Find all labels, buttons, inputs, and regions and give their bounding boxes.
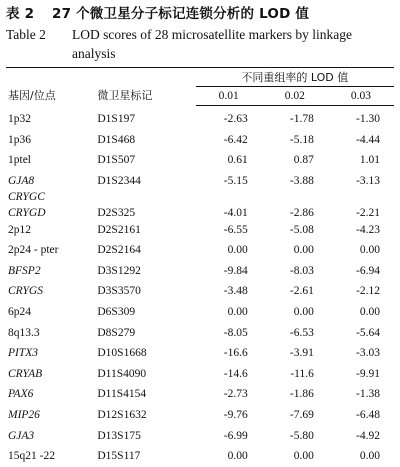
- cell-marker: D3S3570: [97, 285, 141, 298]
- gene-locus-text: PITX3: [8, 347, 39, 360]
- cell-lod-3: 0.00: [359, 306, 380, 319]
- cell-gene-locus: [6, 240, 83, 261]
- cell-marker: D11S4090: [97, 367, 147, 380]
- table-row: [6, 343, 394, 364]
- header-marker: 微卫星标记: [83, 68, 195, 106]
- cell-lod-1: 0.61: [227, 154, 248, 167]
- cell-lod-2: -1.86: [289, 388, 314, 401]
- cell-lod-1: -8.05: [223, 326, 248, 339]
- table-row: [6, 130, 394, 151]
- table-row: [6, 281, 394, 302]
- cell-lod-3: 1.01: [359, 154, 380, 167]
- cell-marker: D1S468: [97, 133, 136, 146]
- cell-lod-3: -2.12: [356, 285, 380, 298]
- cell-marker: D3S1292: [97, 264, 141, 277]
- cell-marker: D13S175: [97, 429, 141, 442]
- cell-lod-1: -3.48: [223, 285, 248, 298]
- cell-lod-3: -5.64: [356, 326, 380, 339]
- cell-marker: D8S279: [97, 326, 136, 339]
- gene-locus-text: PAX6: [8, 388, 34, 401]
- gene-locus-text: 1p36: [8, 133, 31, 146]
- header-theta-2: 0.02: [262, 87, 328, 106]
- cell-lod-2: -8.03: [289, 264, 314, 277]
- cell-gene-locus: [6, 446, 83, 467]
- gene-locus-text: CRYAB: [8, 367, 43, 380]
- caption-zh-title: 27 个微卫星分子标记连锁分析的 LOD 值: [52, 6, 310, 22]
- cell-lod-2: -5.08: [289, 223, 314, 236]
- cell-gene-locus: [6, 130, 83, 151]
- cell-lod-2: -2.86: [289, 207, 314, 220]
- cell-gene-locus: [6, 302, 83, 323]
- cell-lod-2: -11.6: [290, 367, 314, 380]
- cell-lod-2: -3.91: [289, 347, 314, 360]
- caption-en-title: LOD scores of 28 microsatellite markers by linkage analysis: [72, 27, 353, 61]
- cell-lod-3: -3.13: [356, 175, 380, 188]
- cell-marker: D15S117: [97, 450, 141, 463]
- gene-locus-text: CRYGC: [8, 191, 45, 204]
- cell-lod-1: -14.6: [223, 367, 248, 380]
- cell-lod-2: -5.18: [289, 133, 314, 146]
- cell-lod-1: -2.63: [223, 113, 248, 126]
- cell-lod-2: -5.80: [289, 429, 314, 442]
- cell-gene-locus: [6, 425, 83, 446]
- cell-lod-3: -3.03: [356, 347, 380, 360]
- cell-lod-1: -9.76: [223, 409, 248, 422]
- gene-locus-text: 8q13.3: [8, 326, 40, 339]
- cell-lod-1: 0.00: [227, 450, 248, 463]
- cell-gene-locus: [6, 150, 83, 171]
- table-row: [6, 219, 394, 240]
- cell-gene-locus: [6, 261, 83, 282]
- gene-locus-text: 1p32: [8, 113, 31, 126]
- table-row: [6, 425, 394, 446]
- cell-marker: D10S1668: [97, 347, 147, 360]
- gene-locus-text: 2p12: [8, 223, 31, 236]
- header-theta-3: 0.03: [328, 87, 394, 106]
- cell-lod-3: -6.48: [356, 409, 380, 422]
- cell-marker: D1S197: [97, 113, 136, 126]
- gene-locus-text: BFSP2: [8, 264, 41, 277]
- cell-marker: D12S1632: [97, 409, 147, 422]
- table-row: [6, 106, 394, 130]
- table-row: [6, 261, 394, 282]
- cell-lod-3: 0.00: [359, 450, 380, 463]
- table-row: [6, 240, 394, 261]
- cell-lod-1: 0.00: [227, 306, 248, 319]
- cell-lod-3: -1.30: [356, 113, 380, 126]
- cell-marker: D2S2161: [97, 223, 141, 236]
- cell-lod-3: -1.38: [356, 388, 380, 401]
- gene-locus-text: 2p24 - pter: [8, 244, 59, 257]
- cell-lod-1: -16.6: [223, 347, 248, 360]
- cell-lod-3: -9.91: [356, 367, 380, 380]
- cell-lod-1: -6.99: [223, 429, 248, 442]
- cell-marker: D11S4154: [97, 388, 147, 401]
- cell-lod-3: -2.21: [356, 207, 380, 220]
- caption-english: [6, 25, 394, 63]
- cell-gene-locus: [6, 322, 83, 343]
- cell-gene-locus: [6, 191, 83, 219]
- cell-lod-2: 0.00: [293, 450, 314, 463]
- cell-lod-2: 0.00: [293, 306, 314, 319]
- caption-en-label: Table 2: [6, 27, 46, 42]
- gene-locus-text: MIP26: [8, 409, 40, 422]
- cell-lod-2: -1.78: [289, 113, 314, 126]
- cell-lod-2: 0.87: [293, 154, 314, 167]
- cell-lod-3: -6.94: [356, 264, 380, 277]
- cell-lod-3: 0.00: [359, 244, 380, 257]
- cell-gene-locus: [6, 405, 83, 426]
- header-gene-locus: 基因/位点: [6, 68, 83, 106]
- table-row: [6, 171, 394, 192]
- cell-lod-3: -4.92: [356, 429, 380, 442]
- gene-locus-text: GJA8: [8, 175, 35, 188]
- cell-gene-locus: [6, 343, 83, 364]
- caption-chinese: [6, 4, 394, 24]
- cell-gene-locus: [6, 171, 83, 192]
- gene-locus-text: 15q21 -22: [8, 450, 55, 463]
- cell-lod-1: -4.01: [223, 207, 248, 220]
- cell-gene-locus: [6, 281, 83, 302]
- cell-gene-locus: [6, 106, 83, 130]
- cell-gene-locus: [6, 384, 83, 405]
- cell-marker: D1S2344: [97, 175, 141, 188]
- cell-lod-1: -2.73: [223, 388, 248, 401]
- table-row: [6, 191, 394, 219]
- gene-locus-text: 1ptel: [8, 154, 31, 167]
- table-row: [6, 322, 394, 343]
- cell-lod-1: -9.84: [223, 264, 248, 277]
- table-row: [6, 446, 394, 467]
- header-lod-group: 不同重组率的 LOD 值: [196, 68, 394, 87]
- table-row: [6, 302, 394, 323]
- cell-lod-2: -3.88: [289, 175, 314, 188]
- gene-locus-text: GJA3: [8, 429, 35, 442]
- cell-lod-2: -6.53: [289, 326, 314, 339]
- cell-marker: D2S325: [97, 207, 136, 220]
- cell-lod-2: -2.61: [289, 285, 314, 298]
- cell-gene-locus: [6, 219, 83, 240]
- cell-gene-locus: [6, 364, 83, 385]
- cell-lod-3: -4.44: [356, 133, 380, 146]
- cell-lod-1: -6.42: [223, 133, 248, 146]
- gene-locus-text-line2: CRYGD: [8, 207, 46, 220]
- gene-locus-text: 6p24: [8, 306, 31, 319]
- cell-lod-2: 0.00: [293, 244, 314, 257]
- cell-lod-2: -7.69: [289, 409, 314, 422]
- table-row: [6, 364, 394, 385]
- cell-lod-3: -4.23: [356, 223, 380, 236]
- caption-zh-label: 表 2: [6, 6, 35, 22]
- table-row: [6, 384, 394, 405]
- lod-score-table: [6, 67, 394, 467]
- cell-lod-1: -5.15: [223, 175, 248, 188]
- gene-locus-text: CRYGS: [8, 285, 43, 298]
- cell-marker: D1S507: [97, 154, 136, 167]
- cell-marker: D6S309: [97, 306, 136, 319]
- cell-marker: D2S2164: [97, 244, 141, 257]
- cell-lod-1: -6.55: [223, 223, 248, 236]
- cell-lod-1: 0.00: [227, 244, 248, 257]
- header-theta-1: 0.01: [196, 87, 262, 106]
- table-body: [6, 106, 394, 467]
- table-row: [6, 405, 394, 426]
- table-row: [6, 150, 394, 171]
